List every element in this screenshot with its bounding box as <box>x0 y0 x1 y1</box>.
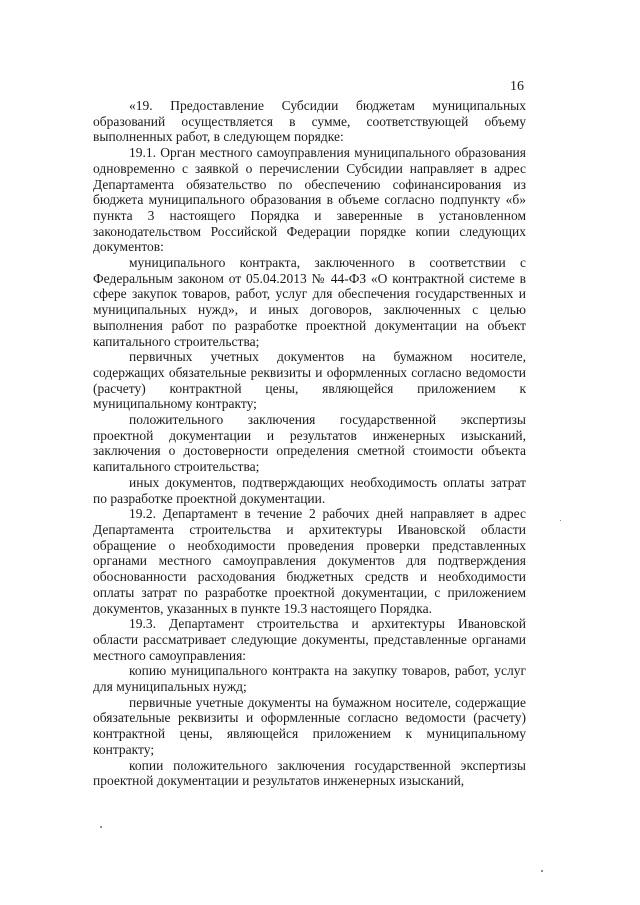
document-body <box>93 98 526 789</box>
paragraph-other-documents: иных документов, подтверждающих необходимость оплаты затрат по разработке проектной документации. <box>93 474 526 506</box>
scan-speck <box>560 520 561 521</box>
paragraph-primary-documents: первичных учетных документов на бумажном носителе, содержащих обязательные реквизиты и оформленных согласно ведомости (расчету) контрактной цены, являющейся приложением к муниципальному контракту; <box>93 349 526 412</box>
paragraph-19-1: 19.1. Орган местного самоуправления муниципального образования одновременно с заявкой о перечислении Субсидии направляет в адрес Департамента обязательство по обеспечению софинансирования из бюджета муниципального образования в объеме согласно подпункту «б» пункта 3 настоящего Порядка и заверенные в установленном законодательством Российской Федерации порядке копии следующих документов: <box>93 145 526 255</box>
paragraph-contract-copies: муниципального контракта, заключенного в соответствии с Федеральным законом от 05.04.2013 № 44-ФЗ «О контрактной системе в сфере закупок товаров, работ, услуг для обеспечения государственных и муниципальных нужд», и иных договоров, заключенных с целью выполнения работ по разработке проектной документации на объект капитального строительства; <box>93 255 526 349</box>
paragraph-expert-copies: копии положительного заключения государственной экспертизы проектной документации и результатов инженерных изысканий, <box>93 757 526 789</box>
scan-speck <box>541 870 543 872</box>
paragraph-primary-accounting: первичные учетные документы на бумажном носителе, содержащие обязательные реквизиты и оформленные согласно ведомости (расчету) контрактной цены, являющейся приложением к муниципальному контракту; <box>93 694 526 757</box>
paragraph-expert-conclusion: положительного заключения государственной экспертизы проектной документации и результатов инженерных изысканий, заключения о достоверности определения сметной стоимости объекта капитального строительства; <box>93 412 526 475</box>
paragraph-19-intro: «19. Предоставление Субсидии бюджетам муниципальных образований осуществляется в сумме, соответствующей объему выполненных работ, в следующем порядке: <box>93 98 526 145</box>
scan-speck <box>100 826 102 828</box>
paragraph-contract-copy: копию муниципального контракта на закупку товаров, работ, услуг для муниципальных нужд; <box>93 663 526 695</box>
paragraph-19-2: 19.2. Департамент в течение 2 рабочих дней направляет в адрес Департамента строительства и архитектуры Ивановской области обращение о необходимости проведения проверки представленных органами местного самоуправления документов для подтверждения обоснованности расходования бюджетных средств и необходимости оплаты затрат по разработке проектной документации, с приложением документов, указанных в пункте 19.3 настоящего Порядка. <box>93 506 526 616</box>
paragraph-19-3: 19.3. Департамент строительства и архитектуры Ивановской области рассматривает следующие документы, представленные органами местного самоуправления: <box>93 616 526 663</box>
page-number: 16 <box>510 79 524 94</box>
